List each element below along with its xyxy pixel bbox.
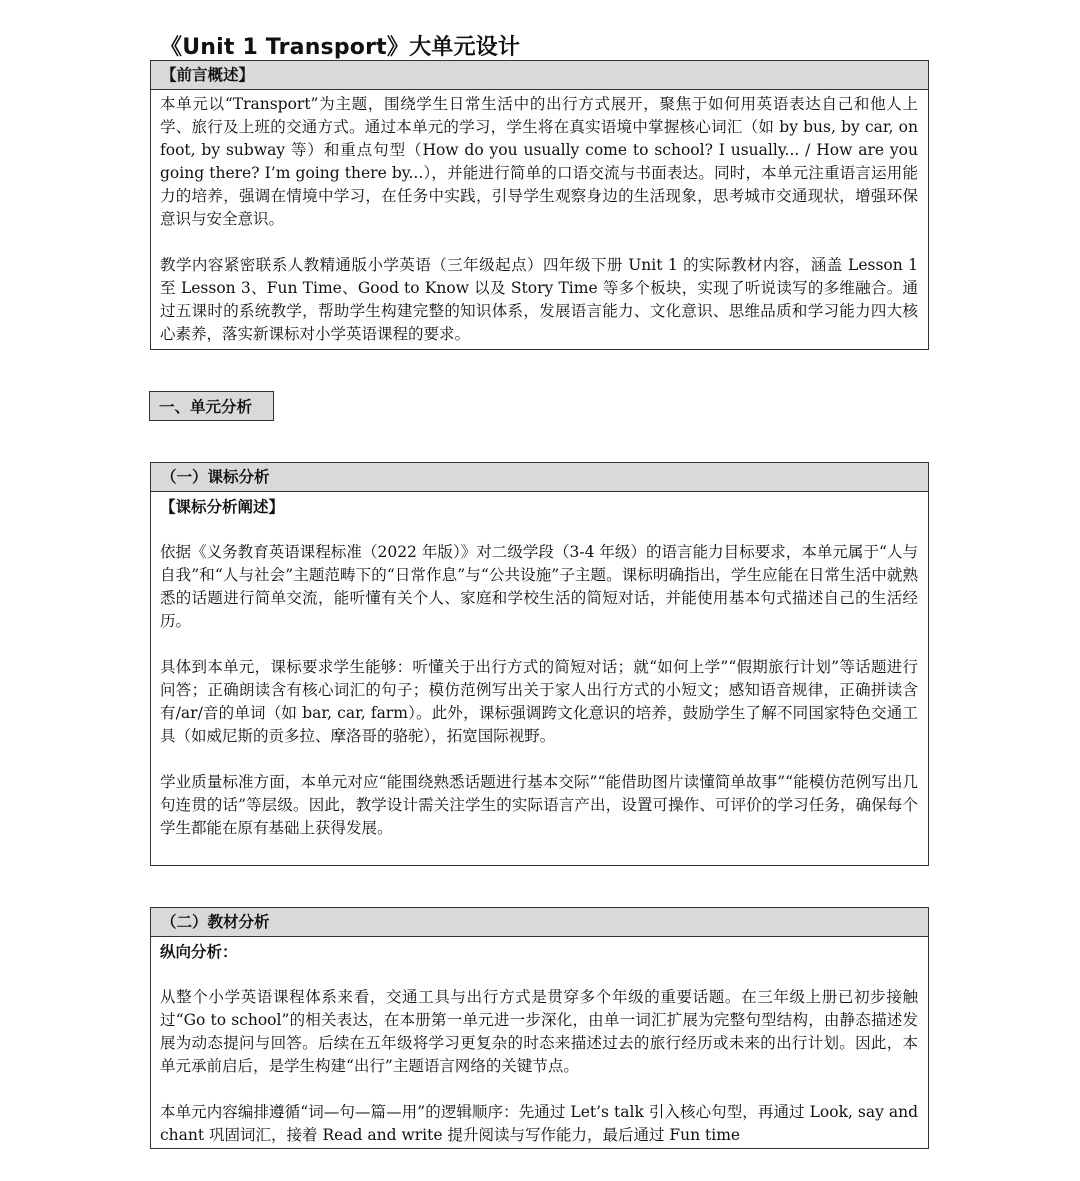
standards-body [151, 492, 928, 840]
intro-paragraph: 本单元以“Transport”为主题，围绕学生日常生活中的出行方式展开，聚焦于如何用英语表达自己和他人上学、旅行及上班的交通方式。通过本单元的学习，学生将在真实语境中掌握核心词汇（如 by bus, by car, on foot, by subway 等）和重点句型（How do you usually come to school? I usually... / How are you going there? I’m going there by...），并能进行简单的口语交流与书面表达。同时，本单元注重语言运用能力的培养，强调在情境中学习，在任务中实践，引导学生观察身边的生活现象，思考城市交通现状，增强环保意识与安全意识。 [160, 95, 918, 228]
document-title: 《Unit 1 Transport》大单元设计 [160, 35, 521, 60]
textbook-box [150, 907, 929, 1149]
section-heading-unit-analysis: 一、单元分析 [149, 391, 274, 421]
intro-box [150, 60, 929, 350]
textbook-sub-label: 纵向分析： [160, 942, 238, 961]
intro-header: 【前言概述】 [151, 61, 928, 90]
textbook-header: （二）教材分析 [151, 908, 928, 937]
standards-header: （一）课标分析 [151, 463, 928, 492]
intro-paragraph: 教学内容紧密联系人教精通版小学英语（三年级起点）四年级下册 Unit 1 的实际教材内容，涵盖 Lesson 1 至 Lesson 3、Fun Time、Good to Know 以及 Story Time 等多个板块，实现了听说读写的多维融合。通过五课时的系统教学，帮助学生构建完整的知识体系，发展语言能力、文化意识、思维品质和学习能力四大核心素养，落实新课标对小学英语课程的要求。 [160, 256, 918, 343]
standards-paragraph: 具体到本单元，课标要求学生能够：听懂关于出行方式的简短对话；就“如何上学”“假期旅行计划”等话题进行问答；正确朗读含有核心词汇的句子；模仿范例写出关于家人出行方式的小短文；感知语音规律，正确拼读含有/ar/音的单词（如 bar, car, farm）。此外，课标强调跨文化意识的培养，鼓励学生了解不同国家特色交通工具（如威尼斯的贡多拉、摩洛哥的骆驼），拓宽国际视野。 [160, 658, 918, 745]
standards-paragraph: 依据《义务教育英语课程标准（2022 年版）》对二级学段（3-4 年级）的语言能力目标要求，本单元属于“人与自我”和“人与社会”主题范畴下的“日常作息”与“公共设施”子主题。课标明确指出，学生应能在日常生活中就熟悉的话题进行简单交流，能听懂有关个人、家庭和学校生活的简短对话，并能使用基本句式描述自己的生活经历。 [160, 543, 918, 630]
standards-box [150, 462, 929, 866]
standards-sub-label: 【课标分析阐述】 [160, 497, 285, 516]
textbook-paragraph: 本单元内容编排遵循“词—句—篇—用”的逻辑顺序：先通过 Let’s talk 引入核心句型，再通过 Look, say and chant 巩固词汇，接着 Read and write 提升阅读与写作能力，最后通过 Fun time [160, 1103, 918, 1144]
intro-body [151, 90, 928, 346]
textbook-body [151, 937, 928, 1147]
standards-paragraph: 学业质量标准方面，本单元对应“能围绕熟悉话题进行基本交际”“能借助图片读懂简单故事”“能模仿范例写出几句连贯的话”等层级。因此，教学设计需关注学生的实际语言产出，设置可操作、可评价的学习任务，确保每个学生都能在原有基础上获得发展。 [160, 773, 918, 837]
textbook-paragraph: 从整个小学英语课程体系来看，交通工具与出行方式是贯穿多个年级的重要话题。在三年级上册已初步接触过“Go to school”的相关表达，在本册第一单元进一步深化，由单一词汇扩展为完整句型结构，由静态描述发展为动态提问与回答。后续在五年级将学习更复杂的时态来描述过去的旅行经历或未来的出行计划。因此，本单元承前启后，是学生构建“出行”主题语言网络的关键节点。 [160, 988, 918, 1075]
